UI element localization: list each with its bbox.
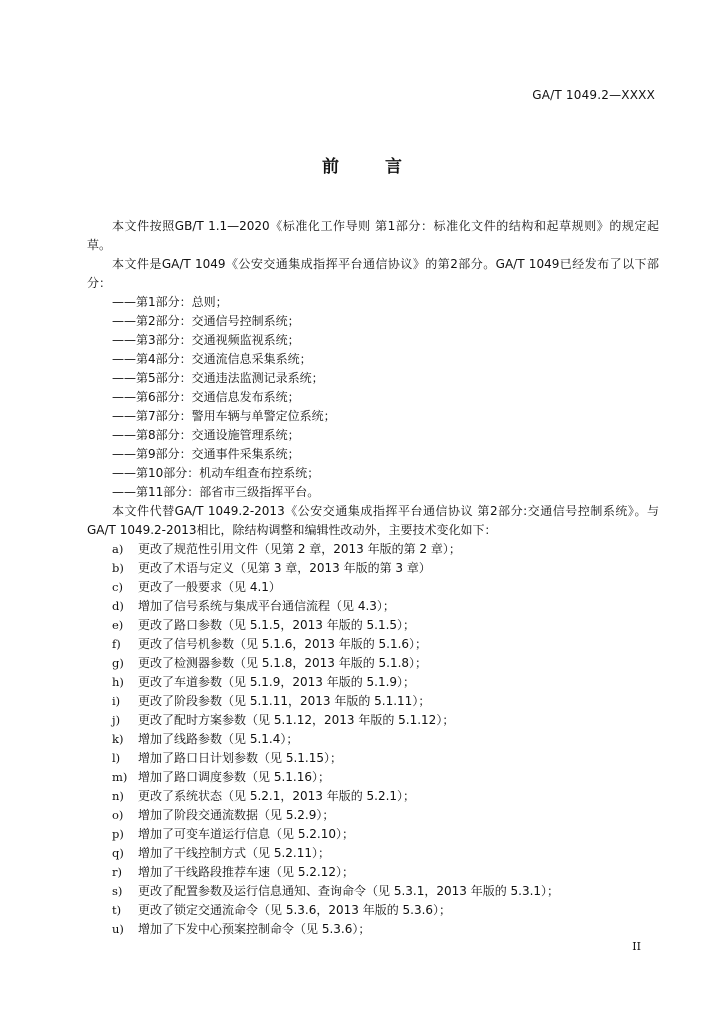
list-item — [87, 597, 659, 616]
list-item-text: 更改了车道参数（见 5.1.9，2013 年版的 5.1.9）； — [138, 675, 416, 689]
list-item — [87, 559, 659, 578]
list-marker: s) — [112, 884, 123, 898]
list-item-text: 更改了锁定交通流命令（见 5.3.6，2013 年版的 5.3.6）； — [138, 903, 452, 917]
list-item-text: 更改了一般要求（见 4.1） — [138, 580, 281, 594]
list-item — [87, 882, 659, 901]
list-item: ——第6部分：交通信息发布系统； — [112, 390, 300, 404]
replacement-paragraph: 本文件代替GA/T 1049.2-2013《公安交通集成指挥平台通信协议 第2部分:交通信号控制系统》。与GA/T 1049.2-2013相比，除结构调整和编辑性改动外，主要技术变化如下： — [87, 504, 659, 537]
list-item-text: 增加了信号系统与集成平台通信流程（见 4.3）； — [138, 599, 395, 613]
list-marker: q) — [112, 846, 124, 860]
list-item-text: 更改了信号机参数（见 5.1.6，2013 年版的 5.1.6）； — [138, 637, 428, 651]
list-item: ——第8部分：交通设施管理系统； — [112, 428, 300, 442]
list-item: ——第3部分：交通视频监视系统； — [112, 333, 300, 347]
list-item — [87, 806, 659, 825]
list-marker: h) — [112, 675, 124, 689]
list-item-text: 更改了路口参数（见 5.1.5，2013 年版的 5.1.5）； — [138, 618, 416, 632]
list-item — [87, 863, 659, 882]
list-item — [87, 692, 659, 711]
list-item-text: 更改了配置参数及运行信息通知、查询命令（见 5.3.1，2013 年版的 5.3.1）； — [138, 884, 560, 898]
list-item-text: 增加了下发中心预案控制命令（见 5.3.6）； — [138, 922, 371, 936]
intro-paragraph-2: 本文件是GA/T 1049《公安交通集成指挥平台通信协议》的第2部分。GA/T 1049已经发布了以下部分： — [87, 257, 659, 290]
list-marker: o) — [112, 808, 124, 822]
list-item-text: 增加了干线路段推荐车速（见 5.2.12）； — [138, 865, 354, 879]
list-item: ——第7部分：警用车辆与单警定位系统； — [112, 409, 336, 423]
page-title — [0, 152, 724, 177]
title-char-1: 前 — [322, 157, 339, 177]
list-marker: d) — [112, 599, 124, 613]
list-item: ——第1部分：总则； — [112, 295, 228, 309]
list-marker: c) — [112, 580, 123, 594]
list-item: ——第9部分：交通事件采集系统； — [112, 447, 300, 461]
changes-list — [87, 540, 659, 939]
list-item-text: 更改了检测器参数（见 5.1.8，2013 年版的 5.1.8）； — [138, 656, 428, 670]
list-item — [87, 635, 659, 654]
intro-paragraph-1: 本文件按照GB/T 1.1—2020《标准化工作导则 第1部分：标准化文件的结构和起草规则》的规定起草。 — [87, 219, 659, 252]
list-marker: r) — [112, 865, 122, 879]
list-item-text: 更改了阶段参数（见 5.1.11，2013 年版的 5.1.11）； — [138, 694, 431, 708]
list-item-text: 更改了配时方案参数（见 5.1.12，2013 年版的 5.1.12）； — [138, 713, 455, 727]
list-marker: i) — [112, 694, 121, 708]
list-item-text: 增加了阶段交通流数据（见 5.2.9）； — [138, 808, 335, 822]
list-item — [87, 673, 659, 692]
title-char-2: 言 — [385, 157, 402, 177]
document-body — [87, 217, 659, 939]
page-number: II — [632, 940, 641, 953]
list-item-text: 更改了术语与定义（见第 3 章，2013 年版的第 3 章） — [138, 561, 431, 575]
list-item: ——第2部分：交通信号控制系统； — [112, 314, 300, 328]
list-item-text: 增加了干线控制方式（见 5.2.11）； — [138, 846, 330, 860]
list-item — [87, 844, 659, 863]
list-marker: g) — [112, 656, 124, 670]
list-item: ——第4部分：交通流信息采集系统； — [112, 352, 312, 366]
list-item: ——第11部分：部省市三级指挥平台。 — [112, 485, 320, 499]
list-marker: f) — [112, 637, 121, 651]
list-item — [87, 616, 659, 635]
list-marker: k) — [112, 732, 124, 746]
list-item — [87, 787, 659, 806]
list-item — [87, 920, 659, 939]
list-item — [87, 540, 659, 559]
list-item — [87, 654, 659, 673]
list-item-text: 更改了系统状态（见 5.2.1，2013 年版的 5.2.1）； — [138, 789, 416, 803]
document-code-header: GA/T 1049.2—XXXX — [532, 88, 655, 102]
list-marker: e) — [112, 618, 124, 632]
list-marker: u) — [112, 922, 124, 936]
list-item-text: 增加了可变车道运行信息（见 5.2.10）； — [138, 827, 354, 841]
list-marker: m) — [112, 770, 128, 784]
list-marker: j) — [112, 713, 121, 727]
list-item-text: 更改了规范性引用文件（见第 2 章，2013 年版的第 2 章）； — [138, 542, 461, 556]
list-item — [87, 901, 659, 920]
list-marker: p) — [112, 827, 124, 841]
parts-list — [87, 293, 659, 502]
list-item: ——第5部分：交通违法监测记录系统； — [112, 371, 324, 385]
list-marker: l) — [112, 751, 121, 765]
list-item-text: 增加了线路参数（见 5.1.4）； — [138, 732, 299, 746]
list-item-text: 增加了路口调度参数（见 5.1.16）； — [138, 770, 330, 784]
list-item — [87, 711, 659, 730]
list-item — [87, 825, 659, 844]
list-item: ——第10部分：机动车组查布控系统； — [112, 466, 320, 480]
list-marker: n) — [112, 789, 124, 803]
list-item-text: 增加了路口日计划参数（见 5.1.15）； — [138, 751, 342, 765]
list-marker: b) — [112, 561, 124, 575]
list-item — [87, 578, 659, 597]
list-item — [87, 768, 659, 787]
list-marker: t) — [112, 903, 122, 917]
list-marker: a) — [112, 542, 124, 556]
list-item — [87, 730, 659, 749]
list-item — [87, 749, 659, 768]
